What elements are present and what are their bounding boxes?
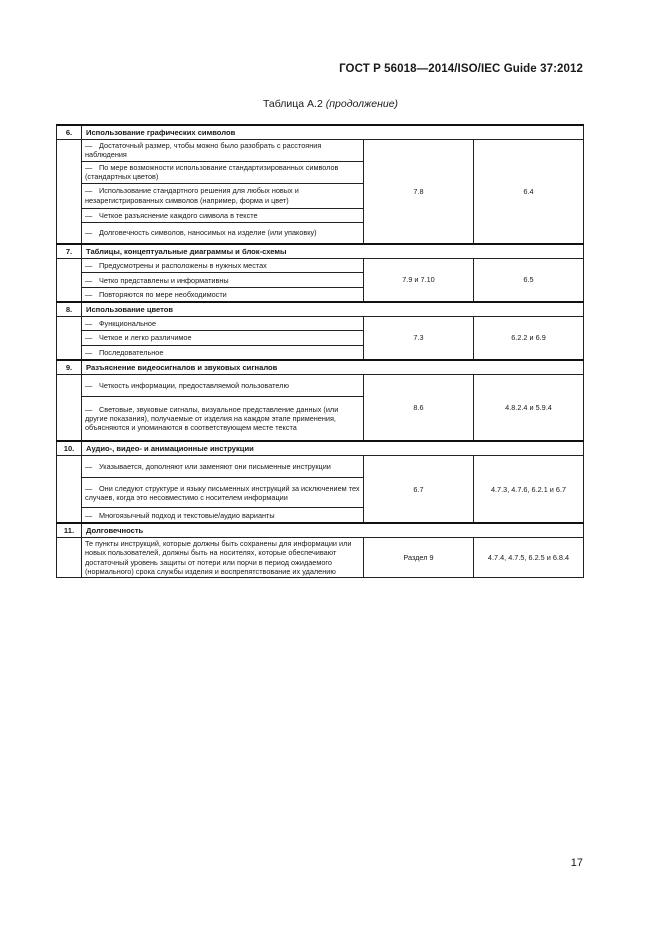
dash-marker: — — [85, 210, 93, 220]
blank-cell — [57, 140, 82, 244]
requirement-text: Четко представлены и информативны — [99, 275, 229, 285]
requirement-item — [82, 331, 364, 346]
blank-cell — [57, 259, 82, 302]
section-header-row — [57, 302, 584, 317]
requirement-item — [82, 288, 364, 302]
reference-standard-clause: 6.7 — [364, 456, 474, 523]
requirement-text: По мере возможности использование стандартизированных символов (стандартных цветов) — [85, 162, 339, 182]
section-number: 11. — [57, 523, 82, 538]
reference-standard-clause: 7.8 — [364, 140, 474, 244]
section-title: Использование цветов — [82, 302, 584, 317]
dash-marker: — — [85, 483, 93, 493]
requirement-text: Долговечность символов, наносимых на изделие (или упаковку) — [99, 228, 317, 238]
requirement-item — [82, 208, 364, 222]
dash-marker: — — [85, 228, 93, 238]
requirement-text: Четкость информации, предоставляемой пользователю — [99, 380, 289, 390]
requirement-item — [82, 183, 364, 208]
reference-guide-clause: 6.2.2 и 6.9 — [474, 317, 584, 360]
reference-guide-clause: 4.7.4, 4.7.5, 6.2.5 и 6.8.4 — [474, 538, 584, 578]
section-title: Таблицы, концептуальные диаграммы и блок-схемы — [82, 244, 584, 259]
requirement-text: Четкое разъяснение каждого символа в тексте — [99, 210, 258, 220]
section-number: 8. — [57, 302, 82, 317]
reference-standard-clause: 7.3 — [364, 317, 474, 360]
requirement-item — [82, 273, 364, 288]
dash-marker: — — [85, 347, 93, 357]
table-title — [0, 98, 661, 110]
requirement-text: Предусмотрены и расположены в нужных местах — [99, 261, 267, 271]
dash-marker: — — [85, 141, 93, 151]
requirement-item — [82, 259, 364, 273]
section-title: Использование графических символов — [82, 125, 584, 140]
requirement-text: Достаточный размер, чтобы можно было разобрать с расстояния наблюдения — [85, 141, 322, 160]
requirement-text: Четкое и легко различимое — [99, 333, 192, 343]
reference-guide-clause: 6.5 — [474, 259, 584, 302]
dash-marker: — — [85, 261, 93, 271]
requirement-item — [82, 140, 364, 161]
section-item-row — [57, 456, 584, 478]
requirement-item — [82, 508, 364, 523]
section-item-row — [57, 538, 584, 578]
requirement-item — [82, 317, 364, 331]
blank-cell — [57, 456, 82, 523]
section-title: Аудио-, видео- и анимационные инструкции — [82, 441, 584, 456]
dash-marker: — — [85, 186, 93, 196]
blank-cell — [57, 374, 82, 441]
requirement-text: Они следуют структуре и языку письменных инструкций за исключением тех случаев, когда это несовместимо с носителем информации — [85, 483, 360, 502]
requirement-text: Световые, звуковые сигналы, визуальное представление данных (или другие показания), получаемые от изделия на каждом этапе применения, объясняются и упоминаются в соответствующем месте текста — [85, 404, 339, 433]
requirement-item — [82, 478, 364, 508]
requirement-text: Те пункты инструкций, которые должны быть сохранены для информации или новых пользователей, должны быть на носителях, которые обеспечивают достаточный уровень защиты от потери или порчи в период ожидаемого (нормального) срока службы изделия и воспрепятствование их удалению — [82, 538, 364, 578]
requirements-table — [56, 124, 584, 578]
section-title: Разъяснение видеосигналов и звуковых сигналов — [82, 360, 584, 375]
section-header-row — [57, 441, 584, 456]
requirement-item — [82, 396, 364, 441]
dash-marker: — — [85, 318, 93, 328]
dash-marker: — — [85, 289, 93, 299]
section-header-row — [57, 244, 584, 259]
section-item-row — [57, 259, 584, 273]
requirement-item — [82, 222, 364, 244]
dash-marker: — — [85, 404, 93, 414]
blank-cell — [57, 317, 82, 360]
section-item-row — [57, 374, 584, 396]
dash-marker: — — [85, 462, 93, 472]
section-number: 9. — [57, 360, 82, 375]
table-title-label: Таблица А.2 — [262, 98, 323, 110]
section-header-row — [57, 360, 584, 375]
section-item-row — [57, 140, 584, 161]
requirement-item — [82, 456, 364, 478]
dash-marker: — — [85, 380, 93, 390]
section-number: 7. — [57, 244, 82, 259]
section-title: Долговечность — [82, 523, 584, 538]
reference-standard-clause: Раздел 9 — [364, 538, 474, 578]
requirement-item — [82, 161, 364, 183]
requirement-text: Функциональное — [99, 318, 157, 328]
requirement-text: Использование стандартного решения для любых новых и незарегистрированных символов (например, форма и цвет) — [85, 186, 299, 205]
requirement-text: Указывается, дополняют или заменяют они письменные инструкции — [99, 462, 331, 472]
section-number: 6. — [57, 125, 82, 140]
reference-standard-clause: 7.9 и 7.10 — [364, 259, 474, 302]
reference-guide-clause: 6.4 — [474, 140, 584, 244]
requirement-text: Многоязычный подход и текстовые/аудио варианты — [99, 510, 275, 520]
table-title-continuation: (продолжение) — [325, 98, 399, 110]
reference-guide-clause: 4.8.2.4 и 5.9.4 — [474, 374, 584, 441]
section-header-row — [57, 125, 584, 140]
standard-designation: ГОСТ Р 56018—2014/ISO/IEC Guide 37:2012 — [339, 63, 583, 75]
dash-marker: — — [85, 275, 93, 285]
dash-marker: — — [85, 333, 93, 343]
reference-guide-clause: 4.7.3, 4.7.6, 6.2.1 и 6.7 — [474, 456, 584, 523]
section-item-row — [57, 317, 584, 331]
section-number: 10. — [57, 441, 82, 456]
requirement-item — [82, 374, 364, 396]
reference-standard-clause: 8.6 — [364, 374, 474, 441]
requirement-text: Последовательное — [99, 347, 164, 357]
requirement-text: Повторяются по мере необходимости — [99, 289, 227, 299]
requirement-item — [82, 346, 364, 360]
section-header-row — [57, 523, 584, 538]
dash-marker: — — [85, 510, 93, 520]
blank-cell — [57, 538, 82, 578]
page-number: 17 — [570, 857, 583, 869]
dash-marker: — — [85, 162, 93, 172]
